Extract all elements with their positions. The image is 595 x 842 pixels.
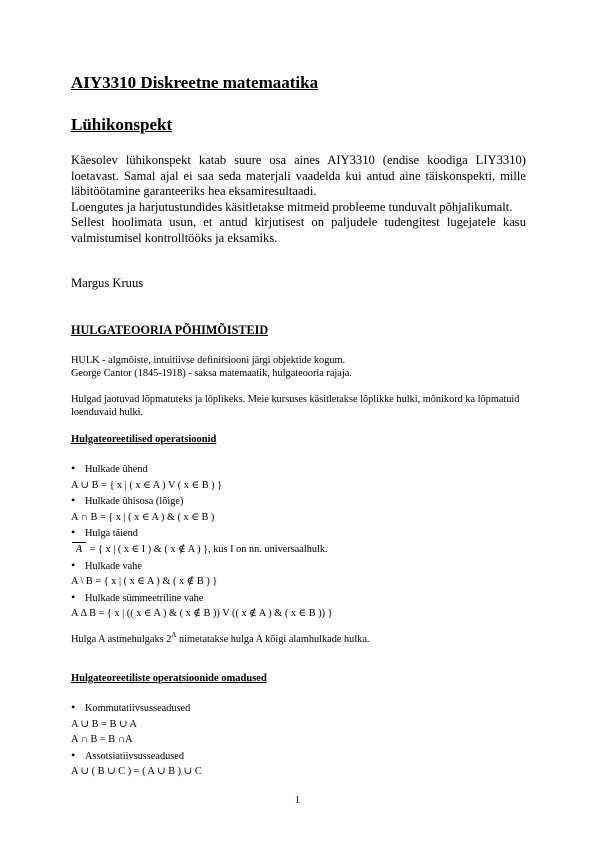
- bullet-icon: [71, 525, 85, 542]
- bullet-icon: [71, 558, 85, 575]
- list-item: •Hulkade sümmeetriline vahe: [71, 590, 526, 607]
- list-item: •Hulga täiend: [71, 525, 526, 542]
- list-item: •Kommutatiivsusseadused: [71, 700, 526, 717]
- intro-text: [71, 153, 526, 247]
- definition-line-1: HULK - algmõiste, intuitiivse definitsiooni järgi objektide kogum.: [71, 355, 346, 366]
- author-name: Margus Kruus: [71, 276, 144, 290]
- bullet-icon: [71, 493, 85, 510]
- complement-formula: A = { x | ( x ∈ I ) & ( x ∉ A ) }, kus I on nn. universaalhulk.: [71, 542, 526, 558]
- list-item: •Assotsiatiivsusseadused: [71, 748, 526, 765]
- document-title: AIY3310 Diskreetne matemaatika: [71, 73, 319, 92]
- page-number: 1: [294, 795, 301, 806]
- commutative-formula-1: A ∪ B = B ∪ A: [71, 718, 137, 730]
- properties-heading: Hulgateoreetiliste operatsioonide omadused: [71, 673, 267, 684]
- commutative-formula-2: A ∩ B = B ∩A: [71, 734, 133, 746]
- intersection-formula: A ∩ B = { x | ( x ∈ A ) & ( x ∈ B ): [71, 511, 215, 523]
- difference-formula: A \ B = { x | ( x ∈ A ) & ( x ∉ B ) }: [71, 576, 218, 588]
- complement-symbol: A: [71, 542, 87, 558]
- union-formula: A ∪ B = { x | ( x ∈ A ) V ( x ∈ B ) }: [71, 479, 223, 491]
- symdiff-formula: A Δ B = { x | (( x ∈ A ) & ( x ∉ B )) V (( x ∉ A ) & ( x ∈ B )) }: [71, 608, 333, 620]
- sets-paragraph: Hulgad jaotuvad lõpmatuteks ja lõplikeks. Meie kursuses käsitletakse lõplikke hulki, mõnikord ka lõpmatuid loenduvaid hulki.: [71, 394, 520, 419]
- bullet-icon: [71, 700, 85, 717]
- operations-heading: Hulgateoreetilised operatsioonid: [71, 434, 217, 445]
- list-item: •Hulkade ühisosa (lõige): [71, 493, 526, 510]
- bullet-icon: [71, 590, 85, 607]
- power-superscript: A: [171, 631, 177, 639]
- list-item: •Hulkade ühend: [71, 461, 526, 478]
- power-set-definition: Hulga A astmehulgaks $2^A$ nimetatakse hulga A kõigi alamhulkade hulka.: [71, 631, 370, 645]
- intro-paragraph-2: Loengutes ja harjutustundides käsitletakse mitmeid probleeme tunduvalt põhjalikumalt.: [71, 199, 513, 214]
- document-subtitle: Lühikonspekt: [71, 115, 173, 134]
- intro-paragraph-1: Käesolev lühikonspekt katab suure osa aines AIY3310 (endise koodiga LIY3310) loetavast. Samal ajal ei saa seda materjali vaadelda kui antud aine täiskonspekti, mille läbitöötamine garanteeriks hea eksamiresultaadi.: [71, 153, 526, 199]
- properties-list: [71, 700, 526, 780]
- bullet-icon: [71, 748, 85, 765]
- definition-line-2: George Cantor (1845-1918) - saksa matemaatik, hulgateooria rajaja.: [71, 368, 352, 380]
- associative-formula-1: A ∪ ( B ∪ C ) = ( A ∪ B ) ∪ C: [71, 766, 202, 778]
- definition-block: [71, 354, 526, 381]
- list-item: •Hulkade vahe: [71, 558, 526, 575]
- section-heading: HULGATEOORIA PÕHIMÕISTEID: [71, 323, 269, 337]
- intro-paragraph-3: Sellest hoolimata usun, et antud kirjutisest on paljudele tudengitest lugejatele kasu valmistumisel kontrolltööks ja eksamiks.: [71, 215, 526, 245]
- bullet-icon: [71, 461, 85, 478]
- operations-list: [71, 461, 526, 622]
